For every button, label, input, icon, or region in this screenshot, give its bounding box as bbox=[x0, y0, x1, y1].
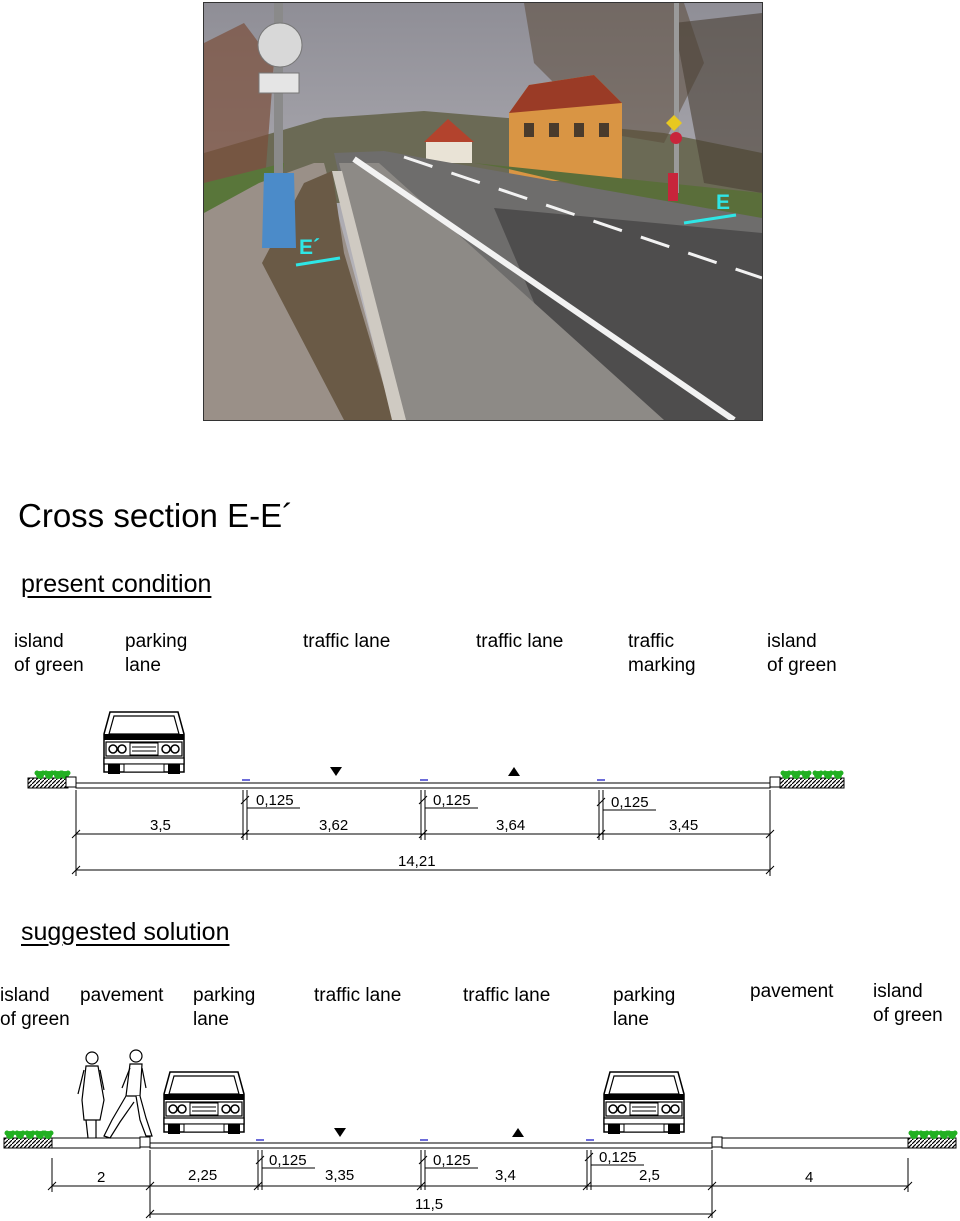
curb-left bbox=[66, 777, 76, 787]
curb-right bbox=[712, 1137, 722, 1147]
suggested-dim-total: 11,5 bbox=[415, 1196, 444, 1213]
shrubs-right bbox=[909, 1131, 958, 1140]
suggested-label-parking-left: parking lane bbox=[193, 985, 256, 1030]
curb-left bbox=[140, 1137, 150, 1147]
suggested-solution-heading: suggested solution bbox=[21, 918, 230, 946]
suggested-dim-parking-left: 2,25 bbox=[188, 1167, 218, 1184]
pedestrian-woman-icon bbox=[78, 1052, 104, 1138]
green-island-left bbox=[28, 778, 68, 788]
suggested-dim-mark-3: 0,125 bbox=[599, 1149, 637, 1166]
round-sign bbox=[258, 23, 302, 67]
direction-arrow-down bbox=[334, 1128, 346, 1137]
sign-pole bbox=[674, 3, 679, 193]
street-sign bbox=[259, 73, 299, 93]
curb-right bbox=[770, 777, 780, 787]
pavement-right bbox=[722, 1138, 908, 1148]
present-label-traffic-lane-1: traffic lane bbox=[303, 631, 391, 652]
shrubs-left bbox=[5, 1131, 54, 1140]
marker-e: E bbox=[716, 191, 731, 214]
green-island-right bbox=[908, 1138, 956, 1148]
present-label-traffic-lane-2: traffic lane bbox=[476, 631, 564, 652]
suggested-label-pavement-right: pavement bbox=[750, 981, 834, 1002]
street-photo bbox=[203, 2, 763, 421]
road-surface bbox=[76, 783, 770, 788]
present-dim-mark-2: 0,125 bbox=[433, 792, 471, 809]
parked-car bbox=[104, 712, 184, 774]
suggested-dim-lane-2: 3,4 bbox=[495, 1167, 516, 1184]
suggested-label-green-left: island of green bbox=[0, 985, 70, 1030]
pavement-left bbox=[52, 1138, 140, 1148]
suggested-dim-pavement-left: 2 bbox=[97, 1169, 106, 1186]
road-surface bbox=[150, 1143, 712, 1148]
present-dim-mark-1: 0,125 bbox=[256, 792, 294, 809]
suggested-dimension-lines bbox=[48, 1150, 912, 1218]
no-stopping-sign bbox=[670, 132, 682, 144]
direction-arrow-down bbox=[330, 767, 342, 776]
pedestrian-man-icon bbox=[104, 1050, 152, 1138]
present-condition-heading: present condition bbox=[21, 570, 212, 598]
suggested-label-traffic-lane-2: traffic lane bbox=[463, 985, 551, 1006]
suggested-label-traffic-lane-1: traffic lane bbox=[314, 985, 402, 1006]
present-dimension-labels bbox=[150, 792, 698, 870]
suggested-dim-mark-1: 0,125 bbox=[269, 1152, 307, 1169]
parked-car-left bbox=[164, 1072, 244, 1134]
suggested-dim-pavement-right: 4 bbox=[805, 1169, 814, 1186]
present-dim-parking: 3,5 bbox=[150, 817, 171, 834]
present-cross-section bbox=[0, 700, 960, 890]
present-label-traffic-marking: traffic marking bbox=[628, 631, 696, 676]
direction-arrow-up bbox=[508, 767, 520, 776]
parked-car-right bbox=[604, 1072, 684, 1134]
suggested-cross-section bbox=[0, 1040, 960, 1221]
present-dim-lane-2: 3,64 bbox=[496, 817, 526, 834]
suggested-label-parking-right: parking lane bbox=[613, 985, 676, 1030]
page-title: Cross section E-E´ bbox=[18, 497, 294, 534]
present-label-green-right: island of green bbox=[767, 631, 837, 676]
lamp-post-base bbox=[262, 173, 296, 248]
street-scene bbox=[204, 3, 762, 420]
suggested-dim-mark-2: 0,125 bbox=[433, 1152, 471, 1169]
suggested-label-pavement-left: pavement bbox=[80, 985, 164, 1006]
present-label-green-left: island of green bbox=[14, 631, 84, 676]
green-island-right bbox=[780, 778, 844, 788]
green-island-left bbox=[4, 1138, 52, 1148]
present-dim-lane-3: 3,45 bbox=[669, 817, 699, 834]
suggested-dim-lane-1: 3,35 bbox=[325, 1167, 355, 1184]
suggested-dim-parking-right: 2,5 bbox=[639, 1167, 660, 1184]
suggested-label-green-right: island of green bbox=[873, 981, 943, 1026]
present-dim-total: 14,21 bbox=[398, 853, 436, 870]
red-pole-base bbox=[668, 173, 678, 201]
present-dim-lane-1: 3,62 bbox=[319, 817, 349, 834]
marker-e-prime: E´ bbox=[299, 236, 320, 259]
suggested-dimension-labels bbox=[97, 1149, 813, 1213]
direction-arrow-up bbox=[512, 1128, 524, 1137]
present-dim-mark-3: 0,125 bbox=[611, 794, 649, 811]
present-label-parking: parking lane bbox=[125, 631, 188, 676]
